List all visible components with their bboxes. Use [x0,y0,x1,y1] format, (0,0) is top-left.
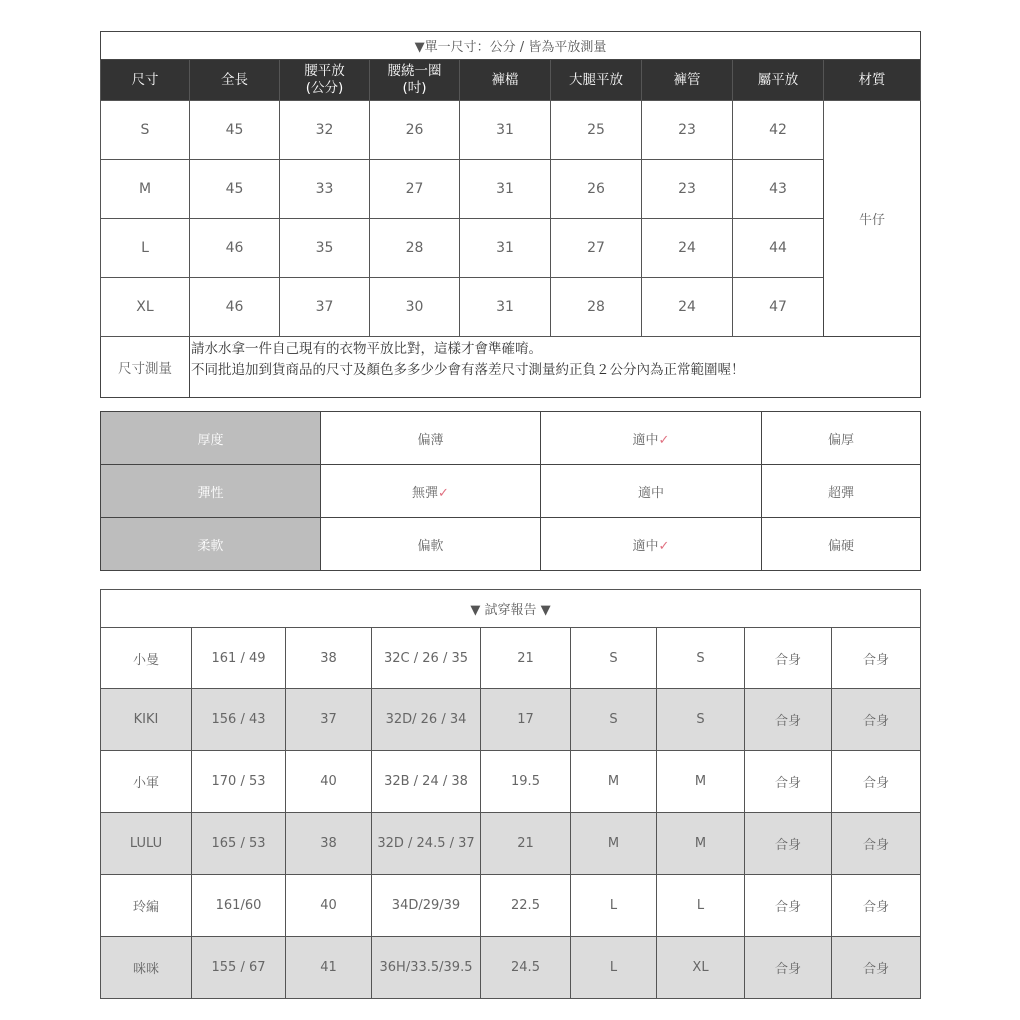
table-cell: 27 [370,160,460,219]
try-on-report-caption: ▼ 試穿報告 ▼ [101,590,921,628]
size-chart-header-row [101,60,921,101]
table-cell: S [571,689,657,751]
table-cell: 161 / 49 [192,628,286,689]
table-row [101,219,921,278]
size-label: L [101,219,190,278]
table-row [101,160,921,219]
table-cell: 17 [481,689,571,751]
table-cell: 19.5 [481,751,571,813]
model-name: KIKI [101,689,192,751]
table-cell: 26 [370,101,460,160]
table-row [101,937,921,999]
table-cell: 合身 [745,875,832,937]
table-cell: 25 [551,101,642,160]
table-cell: 44 [733,219,824,278]
table-row [101,628,921,689]
model-name: 玲編 [101,875,192,937]
table-cell: 38 [286,628,372,689]
fabric-option: 無彈✓ [321,465,541,518]
table-row [101,813,921,875]
table-cell: 37 [286,689,372,751]
fabric-option: 偏薄 [321,412,541,465]
fabric-option: 適中 [541,465,762,518]
note-line-1: 請水水拿一件自己現有的衣物平放比對，這樣才會準確唷。 [191,341,542,357]
table-cell: 32 [280,101,370,160]
table-cell: 35 [280,219,370,278]
table-row [101,751,921,813]
table-cell: 32B / 24 / 38 [372,751,481,813]
table-cell: 21 [481,813,571,875]
table-cell: 24 [642,219,733,278]
table-cell: 47 [733,278,824,337]
material-cell: 牛仔 [824,101,921,337]
fabric-option: 適中✓ [541,412,762,465]
table-cell: 31 [460,160,551,219]
size-label: M [101,160,190,219]
attribute-label: 柔軟 [101,518,321,571]
header-size: 尺寸 [101,60,190,101]
table-cell: 32D / 24.5 / 37 [372,813,481,875]
table-cell: 23 [642,160,733,219]
table-cell: 27 [551,219,642,278]
table-cell: 22.5 [481,875,571,937]
note-line-2: 不同批追加到貨商品的尺寸及顏色多多少少會有落差尺寸測量約正負２公分內為正常範圍喔！ [191,362,745,378]
table-cell: 46 [190,278,280,337]
table-cell: 45 [190,101,280,160]
table-row [101,278,921,337]
table-cell: 36H/33.5/39.5 [372,937,481,999]
attribute-label: 厚度 [101,412,321,465]
header-hip: 屬平放 [733,60,824,101]
table-cell: XL [657,937,745,999]
table-cell: 合身 [832,875,921,937]
measurement-note-row [101,337,921,398]
table-cell: 45 [190,160,280,219]
table-cell: 30 [370,278,460,337]
table-cell: 合身 [832,937,921,999]
table-row [101,689,921,751]
table-cell: 41 [286,937,372,999]
table-cell: 合身 [832,751,921,813]
table-row [101,101,921,160]
table-cell: S [657,628,745,689]
table-cell: 28 [370,219,460,278]
size-chart-caption: ▼單一尺寸：公分 / 皆為平放測量 [101,32,921,60]
table-cell: M [571,751,657,813]
table-cell: 合身 [745,628,832,689]
table-cell: 155 / 67 [192,937,286,999]
table-cell: 合身 [745,937,832,999]
table-cell: 34D/29/39 [372,875,481,937]
table-cell: 43 [733,160,824,219]
model-name: 咪咪 [101,937,192,999]
table-cell: 40 [286,875,372,937]
header-length: 全長 [190,60,280,101]
check-icon: ✓ [658,538,670,554]
table-cell: 165 / 53 [192,813,286,875]
note-text [190,337,921,398]
fabric-row-thickness [101,412,921,465]
table-cell: 40 [286,751,372,813]
table-cell: 28 [551,278,642,337]
fabric-attributes-table [100,411,921,571]
table-cell: 31 [460,101,551,160]
header-waist-flat: 腰平放 (公分) [280,60,370,101]
table-cell: 32D/ 26 / 34 [372,689,481,751]
header-waist-round: 腰繞一圈 (吋) [370,60,460,101]
table-cell: 31 [460,278,551,337]
check-icon: ✓ [658,432,670,448]
fabric-option: 偏軟 [321,518,541,571]
fabric-option: 超彈 [762,465,921,518]
table-cell: 21 [481,628,571,689]
table-cell: 合身 [832,689,921,751]
table-cell: 32C / 26 / 35 [372,628,481,689]
table-row [101,875,921,937]
table-cell: 23 [642,101,733,160]
table-cell: 38 [286,813,372,875]
fabric-option: 適中✓ [541,518,762,571]
table-cell: 24 [642,278,733,337]
table-cell: 合身 [832,813,921,875]
header-leg-opening: 褲管 [642,60,733,101]
table-cell: 156 / 43 [192,689,286,751]
model-name: 小軍 [101,751,192,813]
table-cell: 46 [190,219,280,278]
fabric-option: 偏硬 [762,518,921,571]
note-label: 尺寸測量 [101,337,190,398]
size-label: XL [101,278,190,337]
table-cell: 31 [460,219,551,278]
table-cell: 合身 [745,689,832,751]
header-thigh: 大腿平放 [551,60,642,101]
size-chart-table [100,31,921,398]
table-cell: S [571,628,657,689]
table-cell: 161/60 [192,875,286,937]
fabric-row-softness [101,518,921,571]
table-cell: 合身 [745,813,832,875]
table-cell: 合身 [832,628,921,689]
table-cell: 26 [551,160,642,219]
attribute-label: 彈性 [101,465,321,518]
table-cell: S [657,689,745,751]
table-cell: M [657,813,745,875]
table-cell: 合身 [745,751,832,813]
fabric-option: 偏厚 [762,412,921,465]
table-cell: M [657,751,745,813]
table-cell: 33 [280,160,370,219]
table-cell: 24.5 [481,937,571,999]
table-cell: 42 [733,101,824,160]
header-rise: 褲檔 [460,60,551,101]
try-on-report-table [100,589,921,999]
table-cell: 170 / 53 [192,751,286,813]
check-icon: ✓ [438,485,449,501]
table-cell: M [571,813,657,875]
table-cell: L [571,875,657,937]
size-label: S [101,101,190,160]
table-cell: L [571,937,657,999]
header-material: 材質 [824,60,921,101]
table-cell: L [657,875,745,937]
table-cell: 37 [280,278,370,337]
model-name: LULU [101,813,192,875]
fabric-row-elasticity [101,465,921,518]
model-name: 小曼 [101,628,192,689]
